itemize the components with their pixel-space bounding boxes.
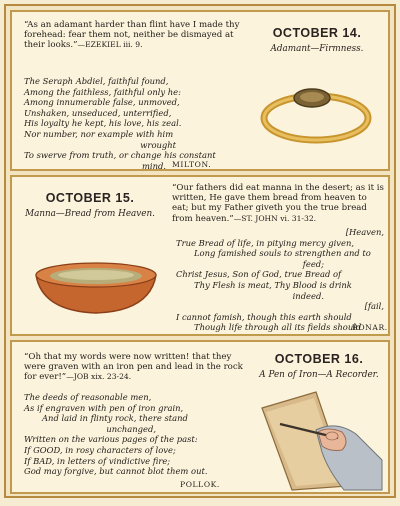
poem: The deeds of reasonable men, As if engraven with pen of iron grain, And laid in flinty rock, there stand unchanged, Written on the various pages of the past: If GOOD, in rosy characters of love; If BAD, in letters of vindictive fire; God may forgive, but cannot blot them out. <box>24 392 208 477</box>
entry-subtitle: Adamant—Firmness. <box>270 44 364 54</box>
entry-october-14 <box>10 10 390 171</box>
entry-date: OCTOBER 14. <box>272 26 362 40</box>
bible-quote: “As an adamant harder than flint have I made thy forehead: fear them not, neither be dismayed at their looks.”—EZEKIEL iii. 9. <box>24 20 240 51</box>
entry-date: OCTOBER 15. <box>45 191 135 205</box>
poem-author: BONAR. <box>352 323 388 332</box>
entry-subtitle: Manna—Bread from Heaven. <box>25 209 155 219</box>
entry-date: OCTOBER 16. <box>274 352 364 366</box>
hand-with-pen-icon <box>256 390 386 492</box>
poem-author: MILTON. <box>172 160 212 169</box>
bible-quote: “Our fathers did eat manna in the desert; as it is written, He gave them bread from heaven to eat; but my Father giveth you the true bread from heaven.”—ST. JOHN vi. 31-32. <box>172 183 384 224</box>
poem: The Seraph Abdiel, faithful found, Among the faithless, faithful only he: Among innumerable false, unmoved, Unshaken, unseduced, unterrified, His loyalty he kept, his love, his zeal. Nor number, nor example with him wrought To swerve from truth, or change his constant mind. <box>24 76 216 171</box>
calendar-page <box>4 4 396 498</box>
ring-icon <box>256 82 376 152</box>
manna-bowl-icon <box>32 257 160 317</box>
entry-october-16 <box>10 340 390 494</box>
bible-quote: “Oh that my words were now written! that they were graven with an iron pen and lead in the rock for ever!”—JOB xix. 23-24. <box>24 352 243 383</box>
poem: [Heaven, True Bread of life, in pitying mercy given, Long famished souls to strengthen and to feed; Christ Jesus, Son of God, true Bread of Thy Flesh is meat, Thy Blood is drink indeed. [fail, I cannot famish, though this earth should Though life through all its fields should <box>176 227 384 333</box>
poem-author: POLLOK. <box>180 480 220 489</box>
entry-subtitle: A Pen of Iron—A Recorder. <box>259 370 379 380</box>
entry-october-15 <box>10 175 390 336</box>
